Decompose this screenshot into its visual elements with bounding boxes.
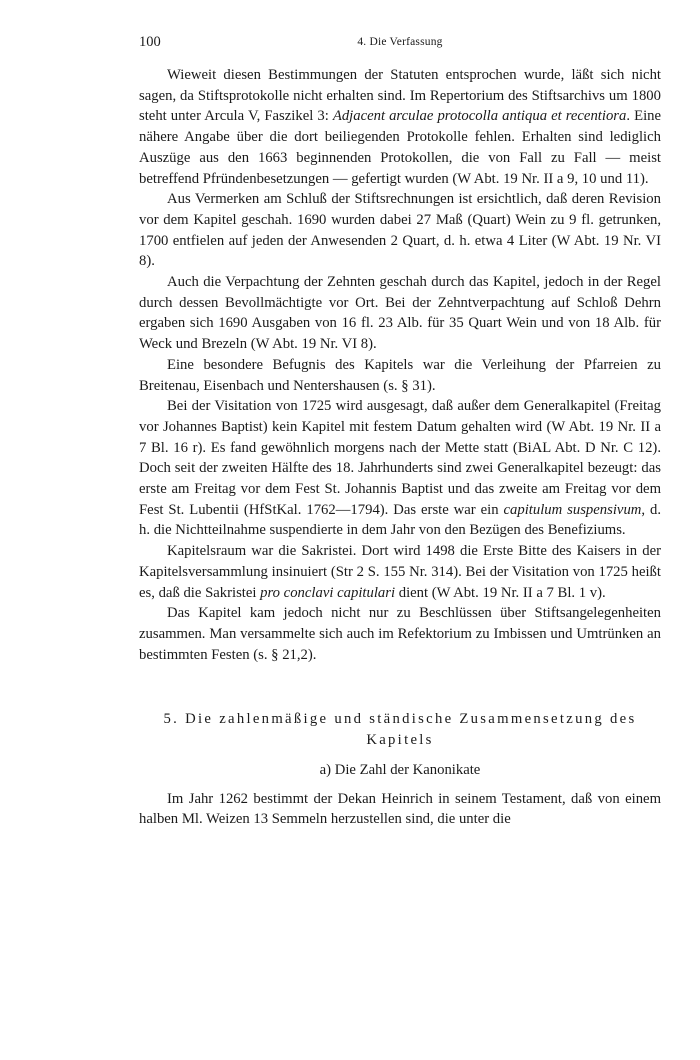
book-page [139,34,661,830]
latin-phrase: pro conclavi capitulari [260,584,396,601]
section-body-text [139,789,661,830]
body-text [139,65,661,665]
paragraph: Das Kapitel kam jedoch nicht nur zu Beschlüssen über Stiftsangelegenheiten zusammen. Man versammelte sich auch im Refektorium zu Imbissen und Umtrünken an bestimmten Festen (s. § 21,2). [139,605,661,663]
paragraph: Aus Vermerken am Schluß der Stiftsrechnungen ist ersichtlich, daß deren Revision vor dem Kapitel geschah. 1690 wurden dabei 27 Maß (Quart) Wein zu 9 fl. getrunken, 1700 entfielen auf jeden der Anwesenden 2 Quart, d. h. etwa 4 Liter (W Abt. 19 Nr. VI 8). [139,191,661,270]
paragraph: Wieweit diesen Bestimmungen der Statuten entsprochen wurde, läßt sich nicht sagen, da Stiftsprotokolle nicht erhalten sind. Im Repertorium des Stiftsarchivs um 1800 steht unter Arcula V, Faszikel 3: Adjacent arculae protocolla antiqua et recentiora. Eine nähere Angabe über die dort beiliegenden Protokolle fehlen. Erhalten sind lediglich Auszüge aus den 1663 beginnenden Protokollen, die von Fall zu Fall — meist betreffend Pfründenbesetzungen — gefertigt wurden (W Abt. 19 Nr. II a 9, 10 und 11). [139,67,662,187]
paragraph: Auch die Verpachtung der Zehnten geschah durch das Kapitel, jedoch in der Regel durch dessen Bevollmächtigte vor Ort. Bei der Zehntverpachtung auf Schloß Dehrn ergaben sich 1690 Ausgaben von 16 fl. 23 Alb. für 35 Quart Wein und von 18 Alb. für Weck und Brezeln (W Abt. 19 Nr. VI 8). [139,274,661,353]
latin-phrase: capitulum suspensivum [503,501,642,518]
paragraph: Eine besondere Befugnis des Kapitels war die Verleihung der Pfarreien zu Breitenau, Eisenbach und Nentershausen (s. § 31). [139,356,661,394]
latin-phrase: Adjacent arculae protocolla antiqua et recentiora [332,108,627,125]
subsection-heading: a) Die Zahl der Kanonikate [319,761,481,778]
chapter-title: 4. Die Verfassung [357,36,443,48]
paragraph: Im Jahr 1262 bestimmt der Dekan Heinrich in seinem Testament, daß von einem halben Ml. Weizen 13 Semmeln herzustellen sind, die unter die [139,790,661,828]
section-heading: 5. Die zahlenmäßige und ständische Zusammensetzung des Kapitels [163,711,637,749]
paragraph: Kapitelsraum war die Sakristei. Dort wird 1498 die Erste Bitte des Kaisers in der Kapitelsversammlung insinuiert (Str 2 S. 155 Nr. 314). Bei der Visitation von 1725 heißt es, daß die Sakristei pro conclavi capitulari dient (W Abt. 19 Nr. II a 7 Bl. 1 v). [139,543,661,601]
running-head [139,34,661,56]
paragraph: Bei der Visitation von 1725 wird ausgesagt, daß außer dem Generalkapitel (Freitag vor Johannes Baptist) kein Kapitel mit festem Datum gehalten wird (W Abt. 19 Nr. II a 7 Bl. 16 r). Es fand gewöhnlich morgens nach der Mette statt (BiAL Abt. D Nr. C 12). Doch seit der zweiten Hälfte des 18. Jahrhunderts sind zwei Generalkapitel bezeugt: das erste am Freitag vor dem Fest St. Johannis Baptist und das zweite am Freitag vor dem Fest St. Lubentii (HfStKal. 1762—1794). Das erste war ein capitulum suspensivum, d. h. die Nichtteilnahme suspendierte in dem Jahr von den Bezügen des Benefiziums. [139,398,662,539]
page-number: 100 [139,34,161,50]
